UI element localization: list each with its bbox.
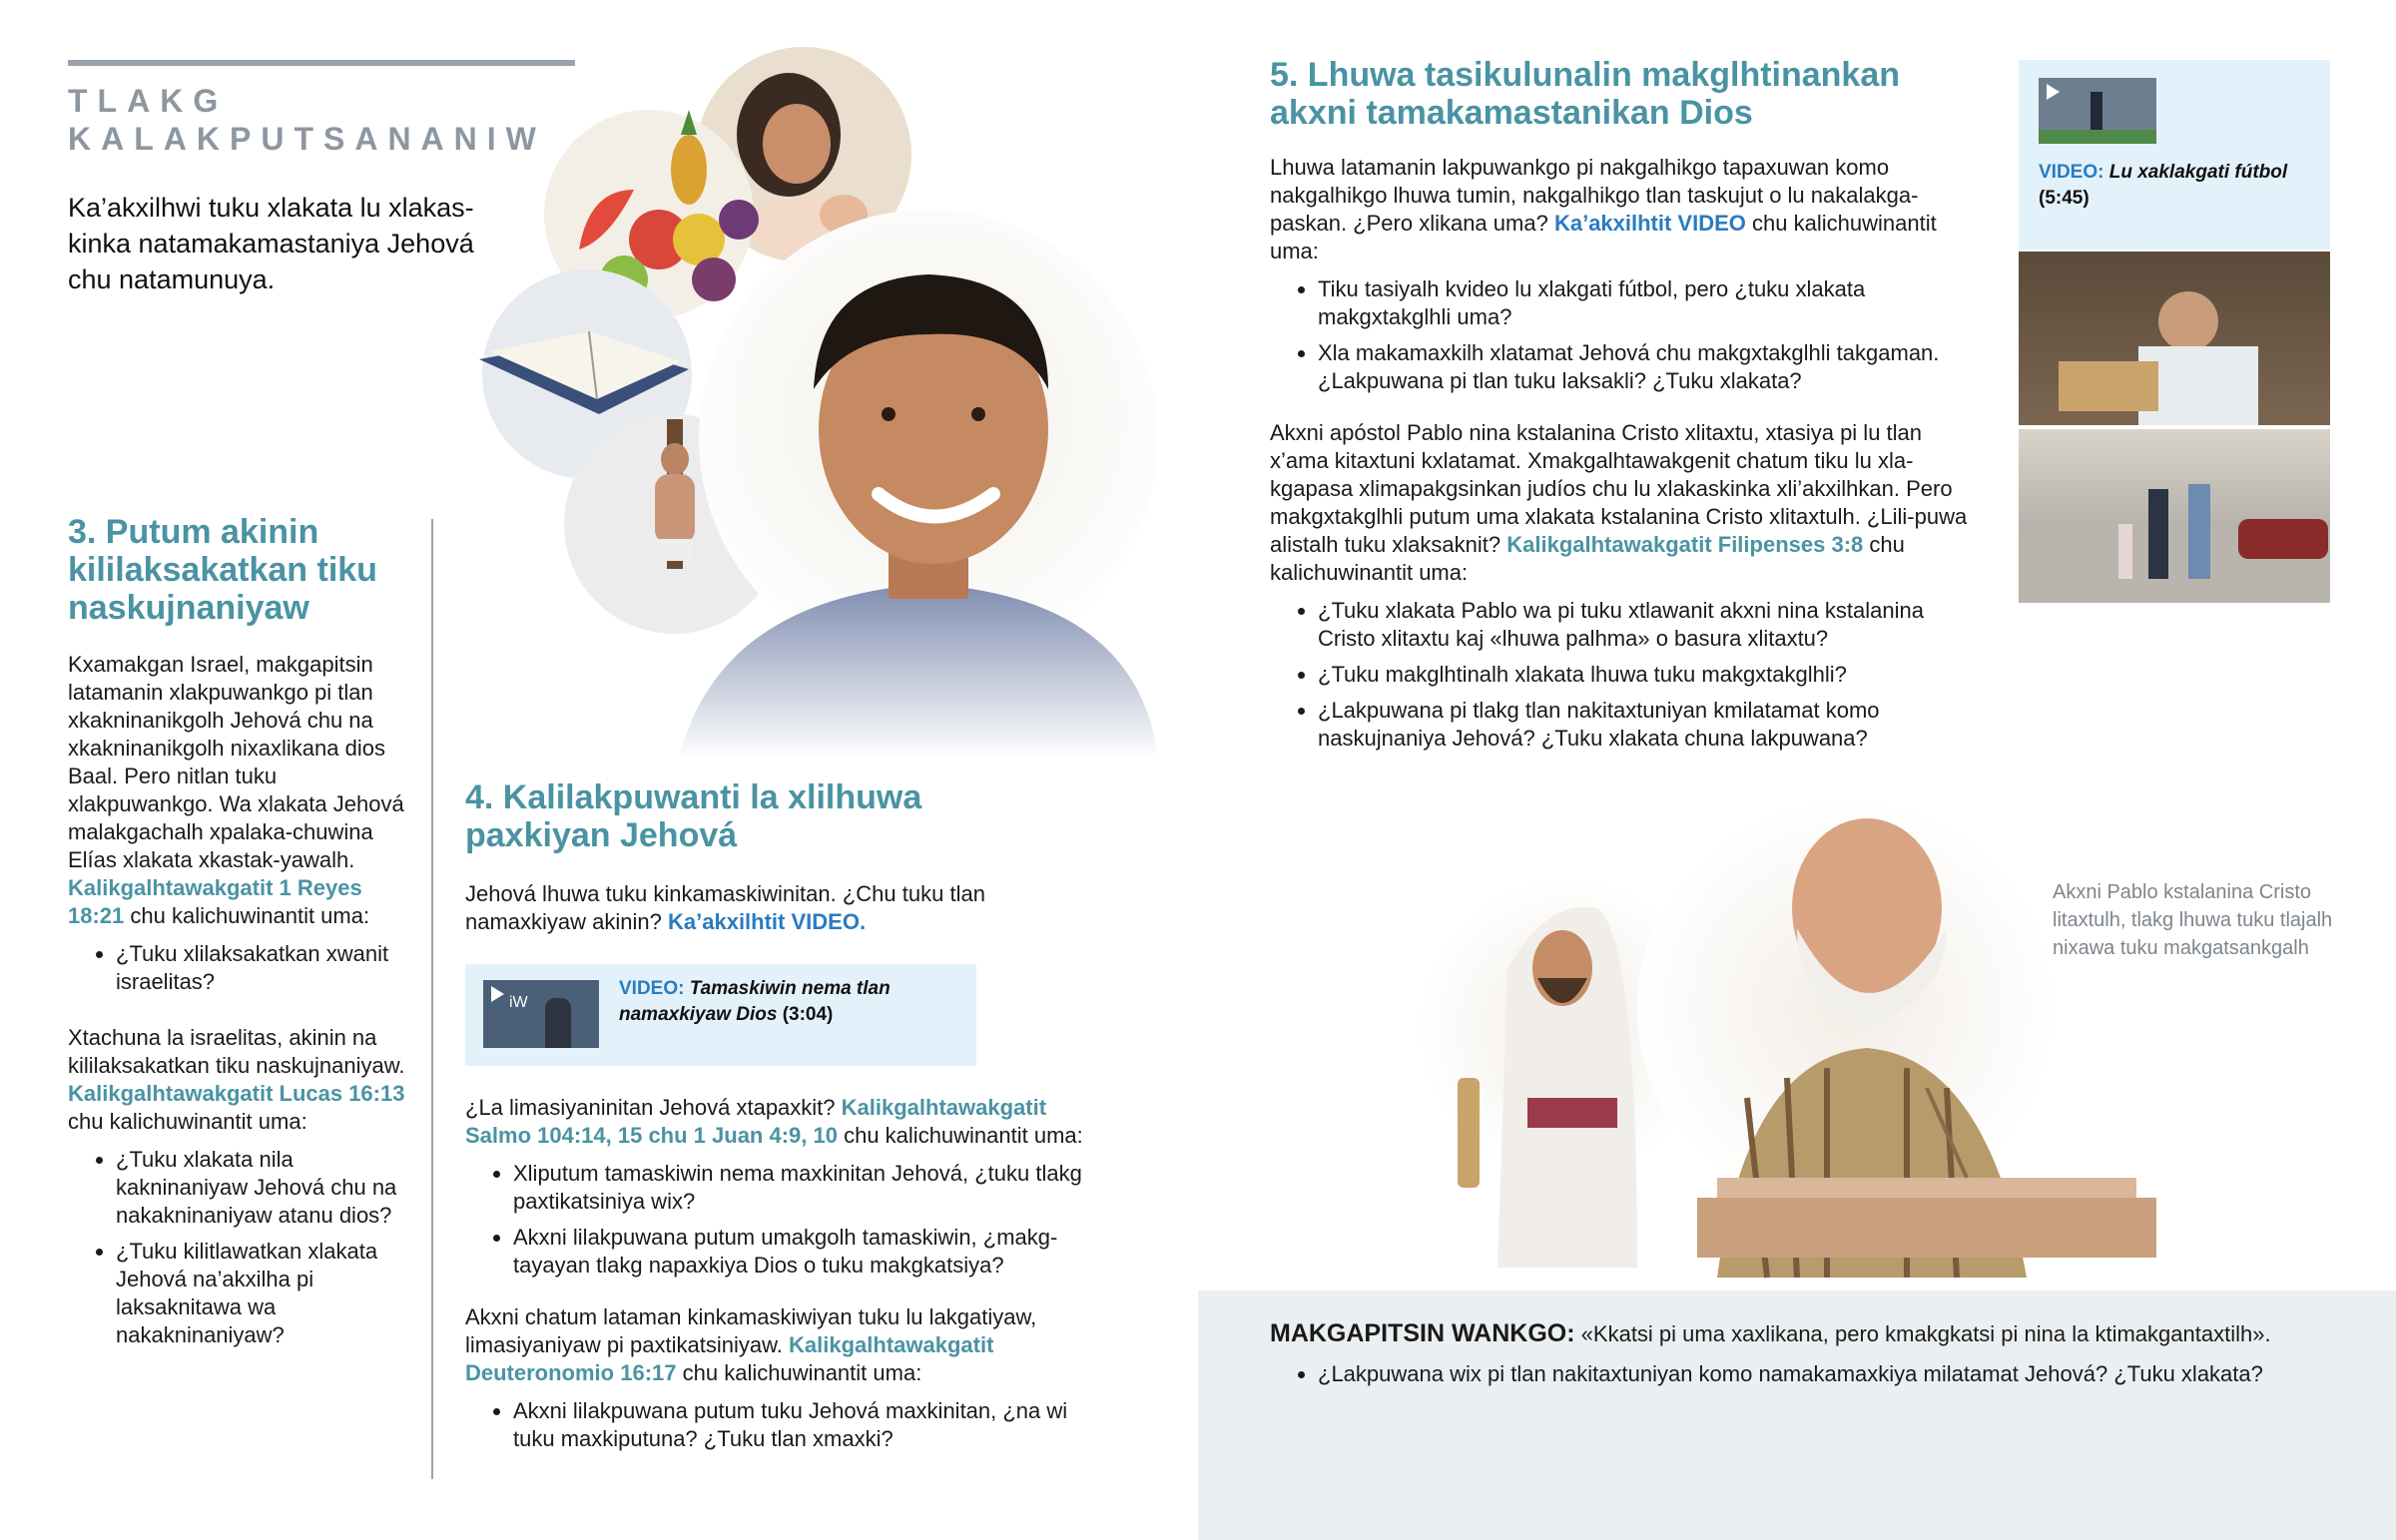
section-4 xyxy=(465,778,1104,1461)
list-item: • ¿Tuku kilitlawatkan xlakata Jehová na’akxilha pi laksaknitawa wa nakakninaniyaw? xyxy=(116,1238,407,1349)
collage-illustration xyxy=(459,40,1178,778)
scripture-link-salmo-juan[interactable]: Kalikgalhtawakgatit Salmo 104:14, 15 chu 1 Juan 4:9, 10 xyxy=(465,1095,1047,1148)
section-5-title: 5. Lhuwa tasikulunalin makglhtinankan akxni tamakamastanikan Dios xyxy=(1270,56,1901,132)
presenter-figure xyxy=(545,998,571,1048)
paul-caption: Akxni Pablo kstalanina Cristo litaxtulh, tlakg lhuwa tuku tlajalh nixawa tuku makgatsankgalh xyxy=(2053,881,2333,959)
section-5 xyxy=(1270,56,1981,761)
footer-statement xyxy=(1270,1318,2378,1349)
column-divider xyxy=(431,519,433,1479)
section-3-title: 3. Putum akinin kililaksakatkan tiku naskujnaniyaw xyxy=(68,513,377,627)
video-link[interactable]: Ka’akxilhtit VIDEO. xyxy=(668,909,867,934)
intro-text: Ka’akxilhwi tuku xlakata lu xlakas-kinka natamakamastaniya Jehová chu natamunuya. xyxy=(68,193,474,294)
video-caption: VIDEO: Lu xaklakgati fútbol (5:45) xyxy=(2039,162,2288,209)
section-5-paragraph-2: Akxni apóstol Pablo nina kstalanina Cristo xlitaxtu, xtasiya pi lu tlan x’ama kitaxtuni kxlatamat. Xmakgalhtawakgenit chatum tiku lu xla-kgapasa xlimapakgsinkan judíos chu lu xlakaskinka xli’akxilhkan. Pero makgxtakglhli putum uma xlakata kstalanina Cristo xlitaxtulh. ¿Lili-puwa alistalh tuku xlaksaknit? Kalikgalhtawakgatit Filipenses 3:8 chu kalichuwinantit uma: xyxy=(1270,420,1968,585)
street-conversation-photo xyxy=(2019,429,2330,603)
video-caption: VIDEO: Tamaskiwin nema tlan namaxkiyaw Dios (3:04) xyxy=(619,978,891,1025)
jw-logo-badge: iW xyxy=(509,994,528,1011)
list-item: • Akxni lilakpuwana putum umakgolh tamaskiwin, ¿makg-tayayan tlakg napaxkiya Dios o tuku makgkatsiya? xyxy=(513,1224,1112,1280)
list-item: • ¿Tuku xlakata Pablo wa pi tuku xtlawanit akxni nina kstalanina Cristo xlitaxtu kaj «lhuwa palhma» o basura xlitaxtu? xyxy=(1318,597,1981,653)
list-item: • Xliputum tamaskiwin nema maxkinitan Jehová, ¿tuku tlakg paxtikatsiniya wix? xyxy=(513,1160,1112,1216)
list-item: • Tiku tasiyalh kvideo lu xlakgati fútbol, pero ¿tuku xlakata makgxtakglhli uma? xyxy=(1318,275,1981,331)
section-4-questions-1 xyxy=(465,1160,1112,1280)
scripture-link-filipenses[interactable]: Kalikgalhtawakgatit Filipenses 3:8 xyxy=(1506,532,1864,557)
section-5-paragraph-1: Lhuwa latamanin lakpuwankgo pi nakgalhikgo tapaxuwan komo nakgalhikgo lhuwa tumin, nakgalhikgo tlan taskujut o lu nakalakga-paskan. ¿Pero xlikana uma? Ka’akxilhtit VIDEO chu kalichuwinantit uma: xyxy=(1270,155,1937,263)
man-laptop-photo xyxy=(2019,252,2330,425)
video-link[interactable]: Ka’akxilhtit VIDEO xyxy=(1553,211,1746,236)
smiling-man-image xyxy=(679,210,1158,759)
video-card-futbol[interactable] xyxy=(2019,60,2330,250)
stadium-field xyxy=(2039,130,2156,144)
footer-label: MAKGAPITSIN WANKGO: xyxy=(1270,1319,1575,1347)
section-3 xyxy=(68,513,407,1357)
footer-quote: «Kkatsi pi uma xaxlikana, pero kmakgkatsi pi nina la ktimakgantaxtilh». xyxy=(1580,1321,2271,1346)
page-title-line2: KALAKPUTSANANIW xyxy=(68,121,546,157)
section-4-paragraph-3: Akxni chatum lataman kinkamaskiwiyan tuku lu lakgatiyaw, limasiyaniyaw pi paxtikatsiniyaw. Kalikgalhtawakgatit Deuteronomio 16:17 chu kalichuwinantit uma: xyxy=(465,1304,1037,1385)
list-item: • ¿Lakpuwana pi tlakg tlan nakitaxtuniyan kmilatamat komo naskujnaniya Jehová? ¿Tuku xlakata chuna lakpuwana? xyxy=(1318,697,1981,753)
play-icon xyxy=(2047,84,2060,100)
section-3-questions-1 xyxy=(68,940,407,996)
footer-band xyxy=(1198,1290,2396,1540)
page-title-line1: TLAKG xyxy=(68,83,229,119)
scripture-link-lucas[interactable]: Kalikgalhtawakgatit Lucas 16:13 xyxy=(68,1081,405,1106)
video-card-tamaskiwin[interactable] xyxy=(465,964,976,1066)
section-3-paragraph-2: Xtachuna la israelitas, akinin na kililaksakatkan tiku naskujnaniyaw. Kalikgalhtawakgatit Lucas 16:13 chu kalichuwinantit uma: xyxy=(68,1025,405,1134)
video-thumbnail[interactable] xyxy=(483,980,599,1048)
list-item: • Akxni lilakpuwana putum tuku Jehová maxkinitan, ¿na wi tuku maxkiputuna? ¿Tuku tlan xmaxki? xyxy=(513,1397,1112,1453)
section-4-title: 4. Kalilakpuwanti la xlilhuwa paxkiyan Jehová xyxy=(465,778,922,854)
section-4-paragraph-2: ¿La limasiyaninitan Jehová xtapaxkit? Kalikgalhtawakgatit Salmo 104:14, 15 chu 1 Juan 4:9, 10 chu kalichuwinantit uma: xyxy=(465,1095,1083,1148)
scripture-link-deuteronomio[interactable]: Kalikgalhtawakgatit Deuteronomio 16:17 xyxy=(465,1332,994,1385)
paul-illustration xyxy=(1388,798,2266,1297)
section-4-questions-2 xyxy=(465,1397,1112,1453)
play-icon xyxy=(491,986,504,1002)
video-thumbnail[interactable] xyxy=(2039,78,2156,144)
footer-questions xyxy=(1270,1360,2396,1396)
list-item: • ¿Tuku xlakata nila kakninaniyaw Jehová chu na nakakninaniyaw atanu dios? xyxy=(116,1146,407,1230)
section-5-questions-1 xyxy=(1270,275,1981,395)
scripture-link-1-reyes[interactable]: Kalikgalhtawakgatit 1 Reyes 18:21 xyxy=(68,875,362,928)
list-item: • ¿Tuku makglhtinalh xlakata lhuwa tuku makgxtakglhli? xyxy=(1318,661,1981,689)
list-item: • ¿Tuku xlilaksakatkan xwanit israelitas? xyxy=(116,940,407,996)
section-5-questions-2 xyxy=(1270,597,1981,753)
list-item: • Xla makamaxkilh xlatamat Jehová chu makgxtakglhli takgaman. ¿Lakpuwana pi tlan tuku laksakli? ¿Tuku xlakata? xyxy=(1318,339,1981,395)
section-3-questions-2 xyxy=(68,1146,407,1349)
list-item: • ¿Lakpuwana wix pi tlan nakitaxtuniyan komo namakamaxkiya milatamat Jehová? ¿Tuku xlakata? xyxy=(1318,1360,2396,1388)
section-4-paragraph-1: Jehová lhuwa tuku kinkamaskiwinitan. ¿Chu tuku tlan namaxkiyaw akinin? Ka’akxilhtit VIDEO. xyxy=(465,881,985,934)
section-3-paragraph-1: Kxamakgan Israel, makgapitsin latamanin xlakpuwankgo pi tlan xkakninanikgolh Jehová chu na xkakninanikgolh nixaxlikana dios Baal. Pero nitlan tuku xlakpuwankgo. Wa xlakata Jehová malakgachalh xpalaka-chuwina Elías xlakata xkastak-yawalh. Kalikgalhtawakgatit 1 Reyes 18:21 chu kalichuwinantit uma: xyxy=(68,652,404,928)
